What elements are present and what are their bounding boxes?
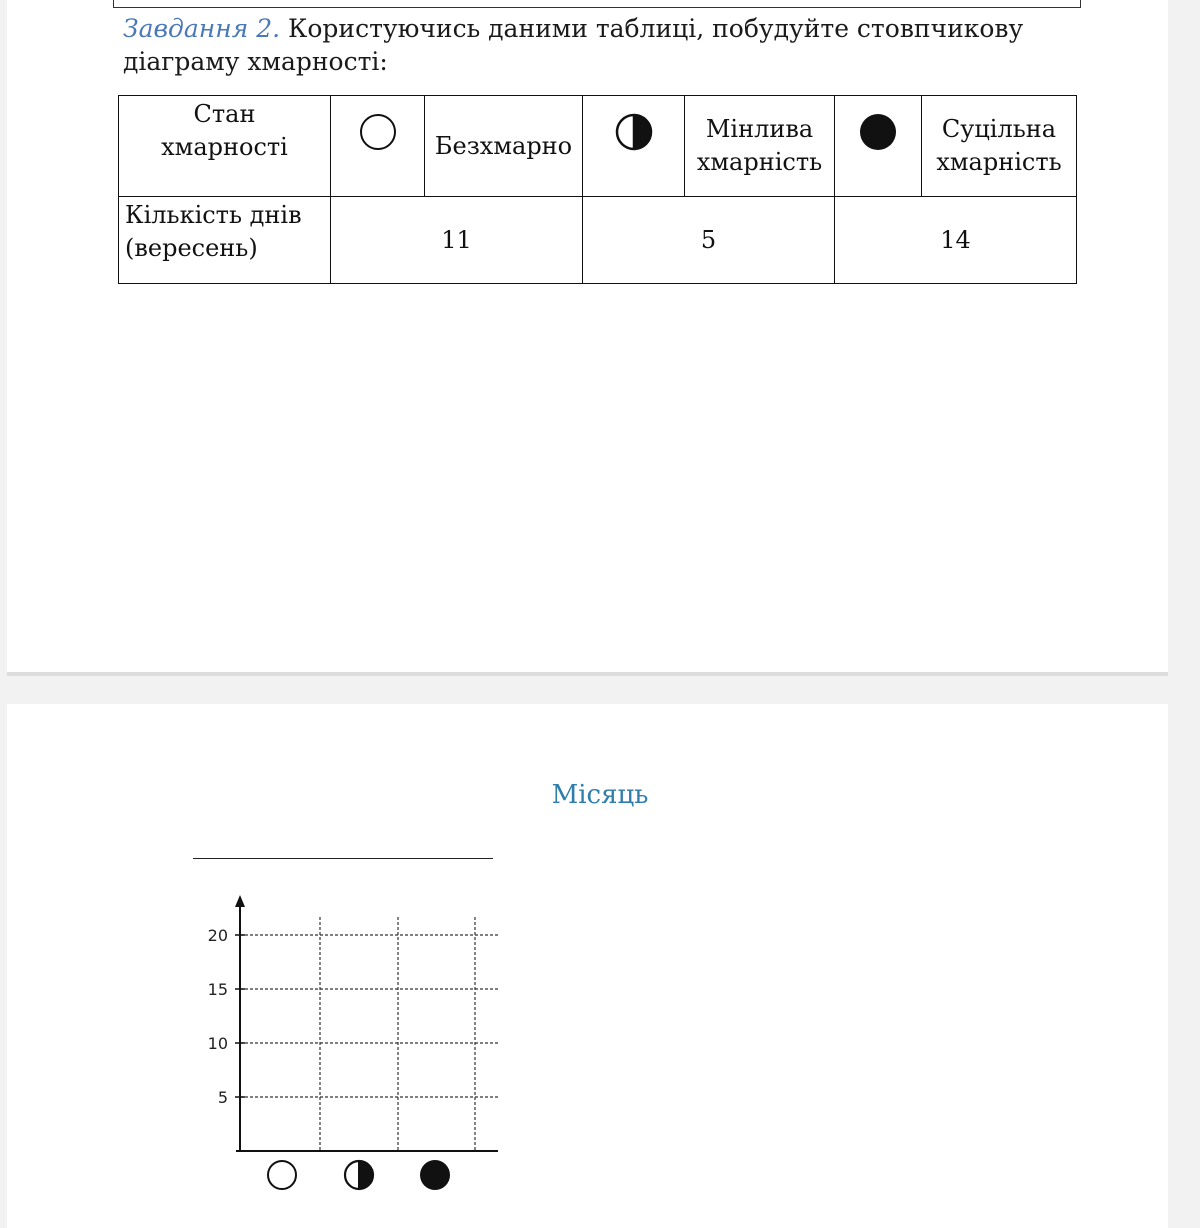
- days-header-line1: Кількість днів: [125, 201, 302, 229]
- overcast-icon: [858, 112, 898, 152]
- y-tick-label: 15: [207, 980, 228, 999]
- task-text-line2: діаграму хмарності:: [123, 47, 388, 76]
- partly-cloudy-symbol-cell: [583, 96, 685, 197]
- overcast-days: 14: [940, 225, 971, 254]
- clear-sky-label-cell: [425, 96, 583, 197]
- clear-sky-icon: [358, 112, 398, 152]
- overcast-label-cell: [922, 96, 1077, 197]
- y-axis-arrow: [235, 895, 245, 907]
- table-row: [119, 96, 1077, 197]
- overcast-icon: [420, 1160, 450, 1190]
- partly-cloudy-label-line1: Мінлива: [705, 115, 814, 143]
- overcast-label-line1: Суцільна: [941, 115, 1057, 143]
- overcast-symbol-cell: [835, 96, 922, 197]
- task-label: Завдання 2.: [123, 14, 281, 43]
- empty-bar-chart-grid: [190, 885, 510, 1195]
- previous-box-edge: [113, 0, 1081, 8]
- answer-blank-line: [193, 858, 493, 859]
- clear-sky-days: 11: [441, 225, 472, 254]
- cloudiness-table: [118, 95, 1077, 284]
- days-header-line2: (вересень): [125, 234, 258, 262]
- days-header-cell: [119, 197, 331, 284]
- task-statement: [123, 12, 1103, 78]
- partly-cloudy-days: 5: [700, 225, 717, 254]
- state-header-line1: Стан: [193, 100, 256, 128]
- partly-cloudy-icon: [614, 112, 654, 152]
- partly-cloudy-days-cell: [583, 197, 835, 284]
- task-text-line1: Користуючись даними таблиці, побудуйте стовпчикову: [280, 14, 1024, 43]
- partly-cloudy-label-cell: [685, 96, 835, 197]
- y-tick-label: 10: [207, 1034, 228, 1053]
- clear-sky-days-cell: [331, 197, 583, 284]
- clear-sky-label: Безхмарно: [434, 131, 573, 160]
- clear-sky-symbol-cell: [331, 96, 425, 197]
- partly-cloudy-icon: [345, 1161, 373, 1189]
- table-row: [119, 197, 1077, 284]
- page-divider: [7, 672, 1168, 676]
- state-header-cell: [119, 96, 331, 197]
- partly-cloudy-label-line2: хмарність: [696, 148, 823, 176]
- y-tick-label: 20: [207, 926, 228, 945]
- overcast-label-line2: хмарність: [936, 148, 1062, 176]
- chart-title: Місяць: [551, 780, 649, 810]
- overcast-days-cell: [835, 197, 1077, 284]
- clear-sky-icon: [268, 1161, 296, 1189]
- y-tick-label: 5: [217, 1088, 228, 1107]
- state-header-line2: хмарності: [161, 133, 288, 161]
